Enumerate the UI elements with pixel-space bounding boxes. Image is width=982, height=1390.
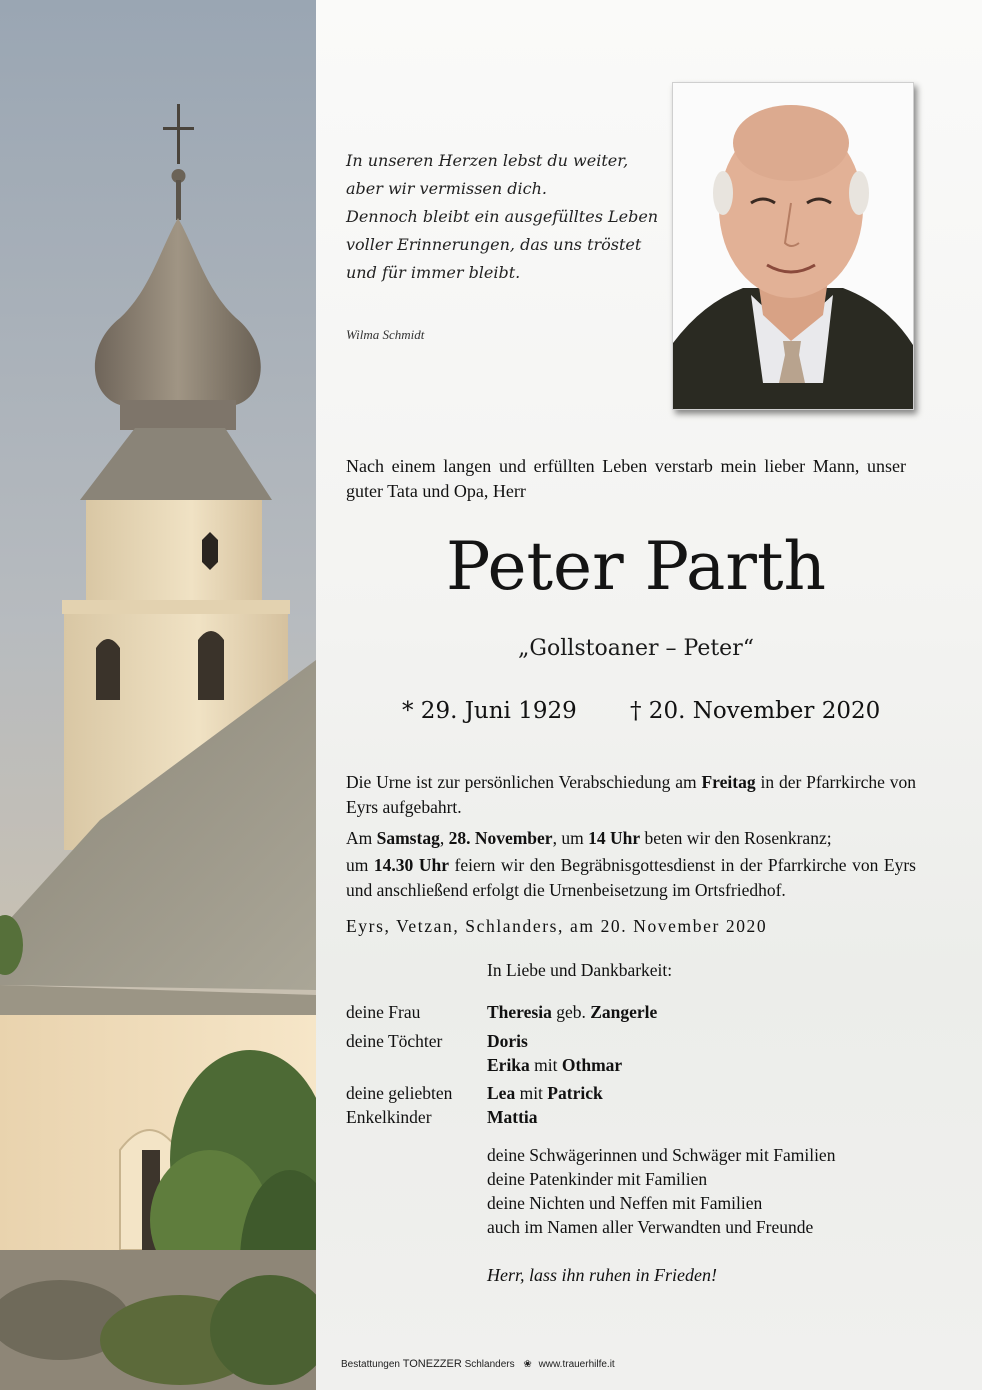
quote-line: und für immer bleibt. bbox=[346, 263, 521, 282]
quote-line: Dennoch bleibt ein ausgefülltes Leben bbox=[346, 207, 659, 226]
bold-text: 14 Uhr bbox=[588, 828, 641, 848]
nickname: „Gollstoaner – Peter“ bbox=[518, 636, 754, 661]
grandchild-name: Mattia bbox=[487, 1107, 538, 1127]
quote-line: In unseren Herzen lebst du weiter, bbox=[346, 151, 629, 170]
church-photo bbox=[0, 0, 316, 1390]
death-date: † 20. November 2020 bbox=[630, 698, 881, 724]
bold-text: Freitag bbox=[701, 772, 756, 792]
relatives-line: deine Patenkinder mit Familien bbox=[487, 1169, 708, 1189]
relatives-line: deine Nichten und Neffen mit Familien bbox=[487, 1193, 763, 1213]
relatives-line: deine Schwägerinnen und Schwäger mit Familien bbox=[487, 1145, 836, 1165]
funeral-paragraph: um 14.30 Uhr feiern wir den Begräbnisgottesdienst in der Pfarrkirche von Eyrs und anschließend erfolgt die Urnenbeisetzung im Ortsfriedhof. bbox=[346, 855, 916, 900]
birth-date: * 29. Juni 1929 bbox=[402, 698, 577, 724]
wife-label: deine Frau bbox=[346, 1002, 421, 1022]
daughter-name: Erika mit Othmar bbox=[487, 1055, 623, 1075]
other-relatives bbox=[487, 1143, 835, 1239]
bold-text: 28. November bbox=[448, 828, 553, 848]
company-name: TONEZZER bbox=[402, 1358, 462, 1370]
daughters-label: deine Töchter bbox=[346, 1031, 443, 1051]
portrait-photo bbox=[672, 82, 914, 410]
website-link[interactable]: www.trauerhilfe.it bbox=[538, 1359, 615, 1370]
daughter-name: Doris bbox=[487, 1031, 528, 1051]
place-and-date: Eyrs, Vetzan, Schlanders, am 20. November 2020 bbox=[346, 916, 768, 936]
intro-text: Nach einem langen und erfüllten Leben verstarb mein lieber Mann, unser guter Tata und Opa, Herr bbox=[346, 456, 906, 501]
footer: Bestattungen TONEZZER Schlanders ❀ www.trauerhilfe.it bbox=[341, 1358, 615, 1370]
grandchildren-label: deine geliebten bbox=[346, 1083, 453, 1103]
bold-text: 14.30 Uhr bbox=[373, 855, 449, 875]
quote-line: voller Erinnerungen, das uns tröstet bbox=[346, 235, 642, 254]
viewing-paragraph: Die Urne ist zur persönlichen Verabschiedung am Freitag in der Pfarrkirche von Eyrs aufgebahrt. bbox=[346, 772, 916, 817]
quote-line: aber wir vermissen dich. bbox=[346, 179, 547, 198]
memorial-quote bbox=[346, 147, 658, 287]
deceased-name: Peter Parth bbox=[446, 528, 826, 605]
rosary-paragraph: Am Samstag, 28. November, um 14 Uhr beten wir den Rosenkranz; bbox=[346, 828, 832, 848]
quote-author: Wilma Schmidt bbox=[346, 327, 425, 342]
relatives-line: auch im Namen aller Verwandten und Freunde bbox=[487, 1217, 814, 1237]
bold-text: Samstag bbox=[376, 828, 440, 848]
grandchild-name: Lea mit Patrick bbox=[487, 1083, 603, 1103]
closing-prayer: Herr, lass ihn ruhen in Frieden! bbox=[487, 1265, 717, 1285]
grandchildren-label: Enkelkinder bbox=[346, 1107, 432, 1127]
wife-name: Theresia geb. Zangerle bbox=[487, 1002, 658, 1022]
dove-icon: ❀ bbox=[523, 1359, 532, 1370]
family-intro: In Liebe und Dankbarkeit: bbox=[487, 960, 673, 980]
